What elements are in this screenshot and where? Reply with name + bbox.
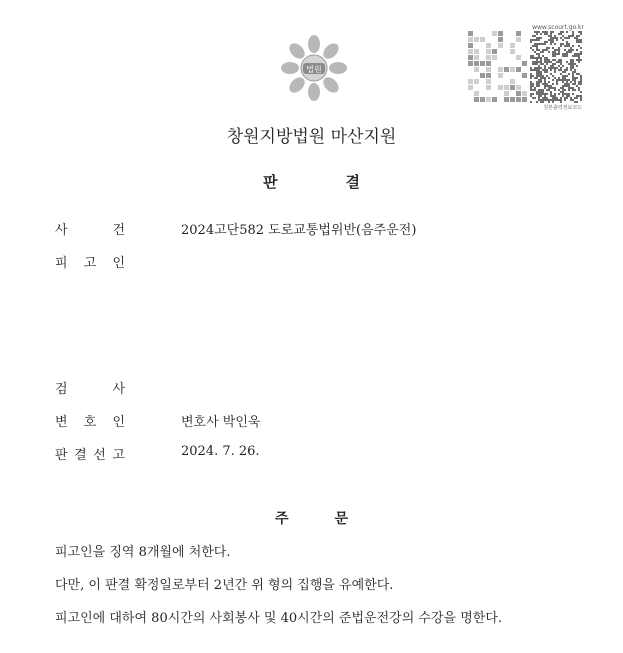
order-line: 다만, 이 판결 확정일로부터 2년간 위 형의 집행을 유예한다.	[55, 578, 394, 593]
field-label: 변 호 인	[55, 415, 125, 430]
document-title: 판결	[263, 173, 428, 191]
case-number-value: 2024고단582 도로교통법위반(음주운전)	[181, 223, 417, 238]
field-label: 판 결 선 고	[55, 448, 125, 463]
barcode-icon	[468, 31, 582, 103]
court-emblem-icon	[280, 34, 348, 102]
counsel-value: 변호사 박인욱	[181, 415, 261, 430]
field-label: 사 건	[55, 223, 125, 238]
order-line: 피고인을 징역 8개월에 처한다.	[55, 545, 231, 560]
order-heading: 주문	[274, 511, 395, 527]
barcode-url: www.scourt.go.kr	[532, 24, 584, 31]
field-label: 피 고 인	[55, 256, 125, 271]
verification-barcode	[466, 24, 584, 114]
emblem-text: 법원	[306, 65, 322, 74]
order-line: 피고인에 대하여 80시간의 사회봉사 및 40시간의 준법운전강의 수강을 명한다.	[55, 611, 503, 626]
sentence-date-value: 2024. 7. 26.	[181, 444, 260, 459]
field-label: 검 사	[55, 382, 125, 397]
court-name: 창원지방법원 마산지원	[226, 127, 397, 147]
barcode-caption: 원본출력정보코드	[543, 105, 582, 111]
